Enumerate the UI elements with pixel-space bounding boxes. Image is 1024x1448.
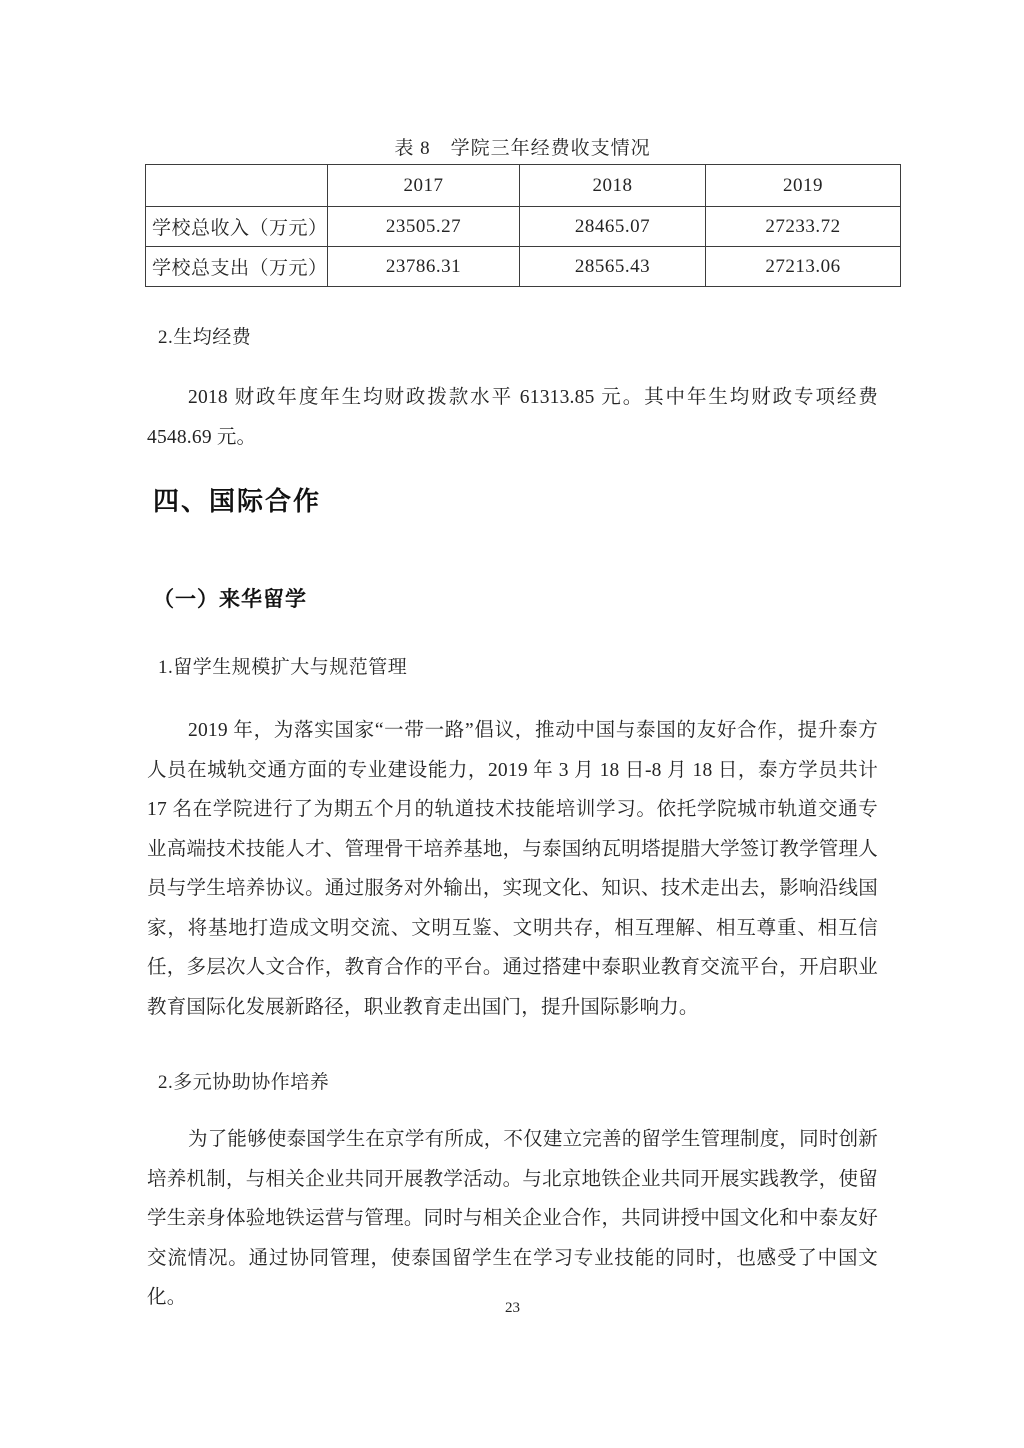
- finance-table: [145, 164, 901, 287]
- heading-per-student-funding: 2.生均经费: [158, 327, 252, 348]
- table-row-income: [146, 207, 901, 247]
- cell-expense-2018: 28565.43: [520, 247, 706, 287]
- cell-income-2019: 27233.72: [706, 207, 901, 247]
- paragraph-multi-cultivation: 为了能够使泰国学生在京学有所成，不仅建立完善的留学生管理制度，同时创新培养机制，与相关企业共同开展教学活动。与北京地铁企业共同开展实践教学，使留学生亲身体验地铁运营与管理。同时与相关企业合作，共同讲授中国文化和中泰友好交流情况。通过协同管理，使泰国留学生在学习专业技能的同时，也感受了中国文化。: [147, 1129, 878, 1308]
- page-number: 23: [505, 1300, 520, 1316]
- cell-expense-2019: 27213.06: [706, 247, 901, 287]
- row-label-income: 学校总收入（万元）: [146, 207, 328, 247]
- chapter-heading-international-cooperation: 四、国际合作: [153, 486, 322, 516]
- table-row-expense: [146, 247, 901, 287]
- year-header-2019: 2019: [706, 165, 901, 207]
- heading-student-scale: 1.留学生规模扩大与规范管理: [158, 657, 408, 678]
- paragraph-per-student-funding: 2018 财政年度年生均财政拨款水平 61313.85 元。其中年生均财政专项经费 4548.69 元。: [147, 387, 878, 448]
- cell-expense-2017: 23786.31: [328, 247, 520, 287]
- empty-header-cell: [146, 165, 328, 207]
- cell-income-2018: 28465.07: [520, 207, 706, 247]
- row-label-expense: 学校总支出（万元）: [146, 247, 328, 287]
- cell-income-2017: 23505.27: [328, 207, 520, 247]
- year-header-2017: 2017: [328, 165, 520, 207]
- year-header-2018: 2018: [520, 165, 706, 207]
- table-caption: 表 8 学院三年经费收支情况: [394, 138, 651, 159]
- heading-multi-cultivation: 2.多元协助协作培养: [158, 1072, 330, 1093]
- table-header-row: [146, 165, 901, 207]
- section-heading-study-in-china: （一）来华留学: [153, 588, 307, 611]
- paragraph-student-scale: 2019 年，为落实国家“一带一路”倡议，推动中国与泰国的友好合作，提升泰方人员在城轨交通方面的专业建设能力，2019 年 3 月 18 日-8 月 18 日，泰方学员共计 17 名在学院进行了为期五个月的轨道技术技能培训学习。依托学院城市轨道交通专业高端技术技能人才、管理骨干培养基地，与泰国纳瓦明塔提腊大学签订教学管理人员与学生培养协议。通过服务对外输出，实现文化、知识、技术走出去，影响沿线国家，将基地打造成文明交流、文明互鉴、文明共存，相互理解、相互尊重、相互信任，多层次人文合作，教育合作的平台。通过搭建中泰职业教育交流平台，开启职业教育国际化发展新路径，职业教育走出国门，提升国际影响力。: [147, 720, 878, 1018]
